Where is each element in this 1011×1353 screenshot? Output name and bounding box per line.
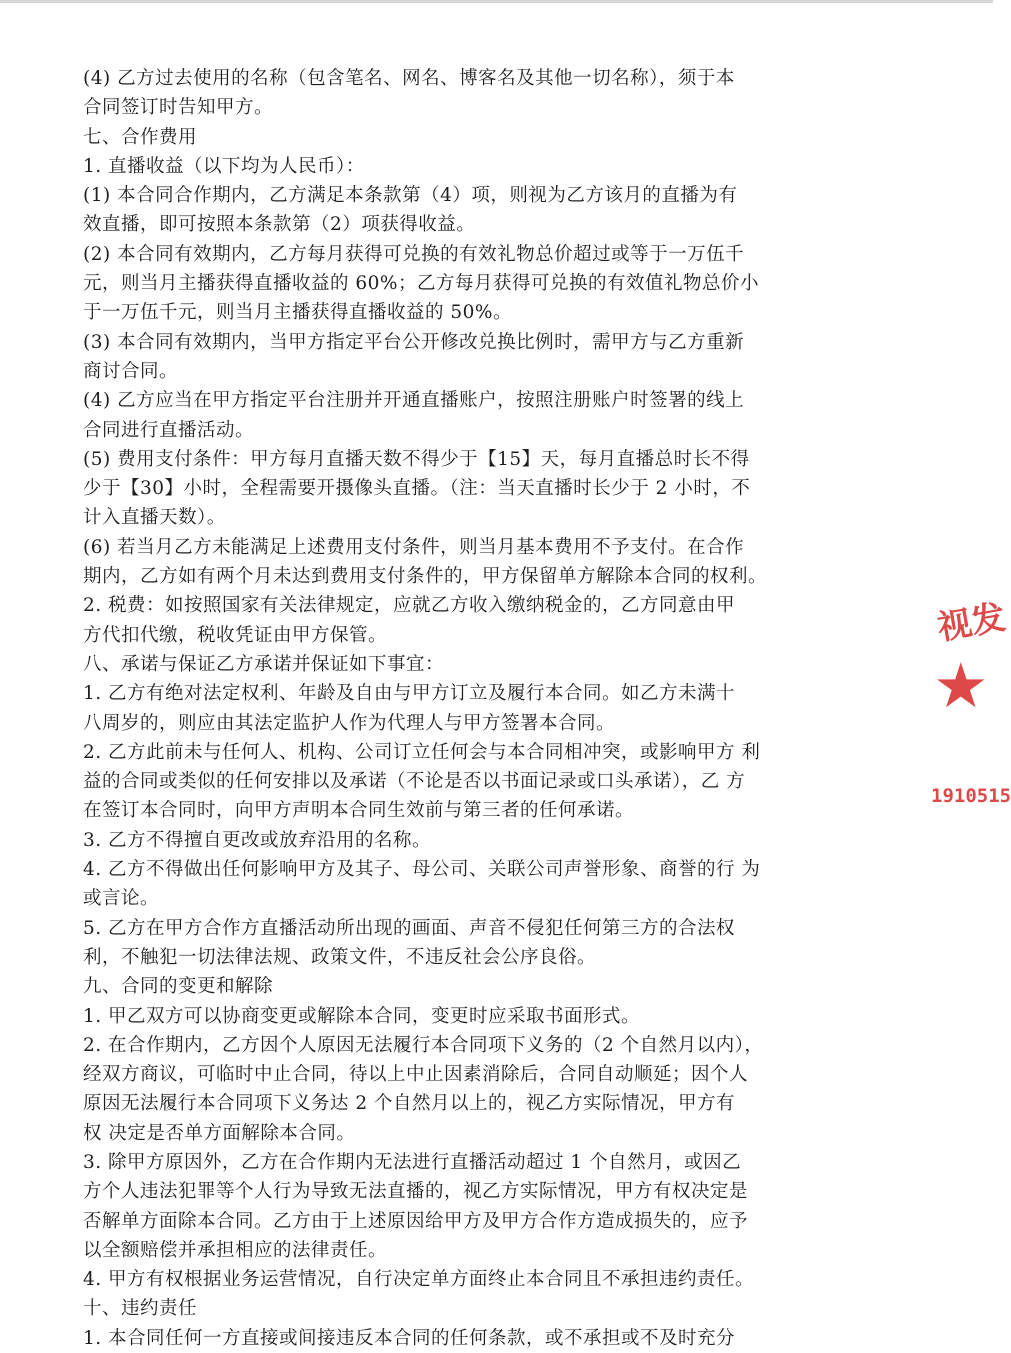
- clause-line: 1. 甲乙双方可以协商变更或解除本合同，变更时应采取书面形式。: [83, 1005, 641, 1027]
- red-seal-stamp: [925, 585, 1011, 825]
- clause-line: 八周岁的，则应由其法定监护人作为代理人与甲方签署本合同。: [83, 712, 616, 734]
- clause-line: 合同进行直播活动。: [83, 419, 255, 441]
- clause-line: 2. 税费：如按照国家有关法律规定，应就乙方收入缴纳税金的，乙方同意由甲: [83, 595, 736, 617]
- clause-line: (1) 本合同合作期内，乙方满足本条款第（4）项，则视为乙方该月的直播为有: [83, 185, 738, 207]
- clause-line: 在签订本合同时，向甲方声明本合同生效前与第三者的任何承诺。: [83, 800, 635, 822]
- section-heading-7: 七、合作费用: [83, 126, 198, 148]
- contract-page: [83, 64, 843, 1353]
- clause-line: 效直播，即可按照本条款第（2）项获得收益。: [83, 214, 476, 236]
- star-icon: ★: [933, 649, 989, 722]
- clause-line: (4) 乙方应当在甲方指定平台注册并开通直播账户，按照注册账户时签署的线上: [83, 390, 745, 412]
- clause-line: 5. 乙方在甲方合作方直播活动所出现的画面、声音不侵犯任何第三方的合法权: [83, 917, 736, 939]
- clause-line: 2. 乙方此前未与任何人、机构、公司订立任何会与本合同相冲突，或影响甲方 利: [83, 741, 761, 763]
- clause-line: 利，不触犯一切法律法规、政策文件，不违反社会公序良俗。: [83, 946, 597, 968]
- clause-line: 1. 直播收益（以下均为人民币）：: [83, 155, 365, 177]
- seal-text: 视发: [934, 597, 1009, 649]
- clause-line: 权 决定是否单方面解除本合同。: [83, 1122, 356, 1144]
- clause-line: (6) 若当月乙方未能满足上述费用支付条件，则当月基本费用不予支付。在合作: [83, 536, 745, 558]
- section-heading-10: 十、违约责任: [83, 1298, 198, 1320]
- clause-line: 合同签订时告知甲方。: [83, 97, 274, 119]
- clause-line: (4) 乙方过去使用的名称（包含笔名、网名、博客名及其他一切名称），须于本: [83, 68, 735, 89]
- clause-line: 以全额赔偿并承担相应的法律责任。: [83, 1239, 388, 1261]
- seal-number: 1910515: [931, 785, 1011, 807]
- clause-line: (3) 本合同有效期内，当甲方指定平台公开修改兑换比例时，需甲方与乙方重新: [83, 331, 745, 353]
- clause-line: 益的合同或类似的任何安排以及承诺（不论是否以书面记录或口头承诺），乙 方: [83, 771, 746, 793]
- section-heading-9: 九、合同的变更和解除: [83, 976, 274, 998]
- clause-line: 经双方商议，可临时中止合同，待以上中止因素消除后，合同自动顺延；因个人: [83, 1064, 749, 1086]
- clause-line: 4. 甲方有权根据业务运营情况，自行决定单方面终止本合同且不承担违约责任。: [83, 1269, 755, 1291]
- clause-line: (5) 费用支付条件：甲方每月直播天数不得少于【15】天，每月直播总时长不得: [83, 448, 750, 470]
- clause-line: 少于【30】小时，全程需要开摄像头直播。（注：当天直播时长少于 2 小时，不: [83, 478, 751, 500]
- clause-line: 或言论。: [83, 888, 160, 910]
- clause-line: 元，则当月主播获得直播收益的 60%；乙方每月获得可兑换的有效值礼物总价小: [83, 273, 760, 295]
- clause-line: 方代扣代缴，税收凭证由甲方保管。: [83, 624, 388, 646]
- clause-line: 4. 乙方不得做出任何影响甲方及其子、母公司、关联公司声誉形象、商誉的行 为: [83, 859, 761, 881]
- clause-line: 期内，乙方如有两个月未达到费用支付条件的，甲方保留单方解除本合同的权利。: [83, 566, 768, 588]
- clause-line: 计入直播天数）。: [83, 507, 226, 529]
- clause-line: 商讨合同。: [83, 360, 179, 382]
- top-border: [0, 0, 993, 3]
- clause-line: 2. 在合作期内，乙方因个人原因无法履行本合同项下义务的（2 个自然月以内），: [83, 1034, 764, 1056]
- clause-line: (2) 本合同有效期内，乙方每月获得可兑换的有效礼物总价超过或等于一万伍千: [83, 243, 745, 265]
- clause-line: 1. 本合同任何一方直接或间接违反本合同的任何条款，或不承担或不及时充分: [83, 1327, 736, 1349]
- clause-line: 3. 除甲方原因外，乙方在合作期内无法进行直播活动超过 1 个自然月，或因乙: [83, 1151, 742, 1173]
- clause-line: 3. 乙方不得擅自更改或放弃沿用的名称。: [83, 829, 432, 851]
- clause-line: 原因无法履行本合同项下义务达 2 个自然月以上的，视乙方实际情况，甲方有: [83, 1093, 736, 1115]
- clause-line: 于一万伍千元，则当月主播获得直播收益的 50%。: [83, 302, 513, 324]
- clause-line: 1. 乙方有绝对法定权利、年龄及自由与甲方订立及履行本合同。如乙方未满十: [83, 683, 736, 705]
- clause-line: 否解单方面除本合同。乙方由于上述原因给甲方及甲方合作方造成损失的，应予: [83, 1210, 749, 1232]
- clause-line: 方个人违法犯罪等个人行为导致无法直播的，视乙方实际情况，甲方有权决定是: [83, 1181, 749, 1203]
- section-heading-8: 八、承诺与保证乙方承诺并保证如下事宜：: [83, 653, 445, 675]
